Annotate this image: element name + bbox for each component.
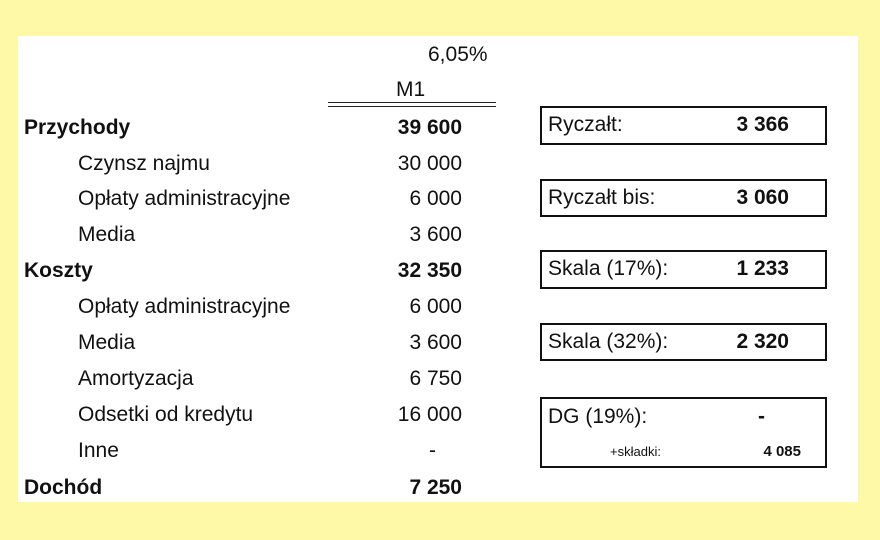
row-value-odsetki: 16 000 bbox=[397, 403, 462, 426]
tax-box-skala-32 bbox=[540, 323, 827, 361]
header-double-underline bbox=[328, 102, 496, 107]
row-value-media-przychody: 3 600 bbox=[409, 223, 462, 246]
tax-box-value: 1 233 bbox=[736, 257, 789, 280]
row-label-inne: Inne bbox=[78, 439, 119, 462]
tax-box-label: DG (19%): bbox=[548, 405, 648, 428]
tax-box-value: 2 320 bbox=[736, 330, 789, 353]
row-label-media-koszty: Media bbox=[78, 331, 136, 354]
row-value-media-koszty: 3 600 bbox=[409, 331, 462, 354]
tax-box-ryczalt-bis bbox=[540, 179, 827, 217]
row-label-koszty: Koszty bbox=[24, 259, 93, 282]
row-label-oplaty-przychody: Opłaty administracyjne bbox=[78, 187, 291, 210]
row-value-czynsz: 30 000 bbox=[397, 152, 462, 175]
row-value-oplaty-koszty: 6 000 bbox=[409, 295, 462, 318]
skladki-value: 4 085 bbox=[763, 443, 801, 460]
tax-box-skala-17 bbox=[540, 250, 827, 289]
row-value-oplaty-przychody: 6 000 bbox=[409, 187, 462, 210]
row-label-media-przychody: Media bbox=[78, 223, 136, 246]
tax-box-value: 3 060 bbox=[736, 186, 789, 209]
row-label-przychody: Przychody bbox=[24, 116, 131, 139]
tax-box-dg-19 bbox=[540, 397, 827, 468]
tax-box-ryczalt bbox=[540, 106, 827, 145]
row-value-przychody: 39 600 bbox=[397, 116, 462, 139]
row-value-amortyzacja: 6 750 bbox=[409, 367, 462, 390]
tax-box-label: Skala (17%): bbox=[548, 257, 669, 280]
row-value-inne: - bbox=[429, 439, 436, 462]
tax-box-label: Skala (32%): bbox=[548, 330, 669, 353]
row-value-koszty: 32 350 bbox=[397, 259, 462, 282]
tax-box-label: Ryczałt bis: bbox=[548, 186, 656, 209]
row-value-dochod: 7 250 bbox=[409, 476, 462, 499]
row-label-amortyzacja: Amortyzacja bbox=[78, 367, 194, 390]
row-label-oplaty-koszty: Opłaty administracyjne bbox=[78, 295, 291, 318]
column-header-m1: M1 bbox=[396, 78, 426, 101]
row-label-dochod: Dochód bbox=[24, 476, 103, 499]
tax-box-value: 3 366 bbox=[736, 113, 789, 136]
spreadsheet-sheet bbox=[18, 36, 858, 502]
skladki-label: +składki: bbox=[610, 444, 661, 459]
rate-header: 6,05% bbox=[428, 43, 488, 66]
tax-box-label: Ryczałt: bbox=[548, 113, 623, 136]
row-label-odsetki: Odsetki od kredytu bbox=[78, 403, 254, 426]
row-label-czynsz: Czynsz najmu bbox=[78, 152, 210, 175]
tax-box-value: - bbox=[758, 405, 765, 428]
